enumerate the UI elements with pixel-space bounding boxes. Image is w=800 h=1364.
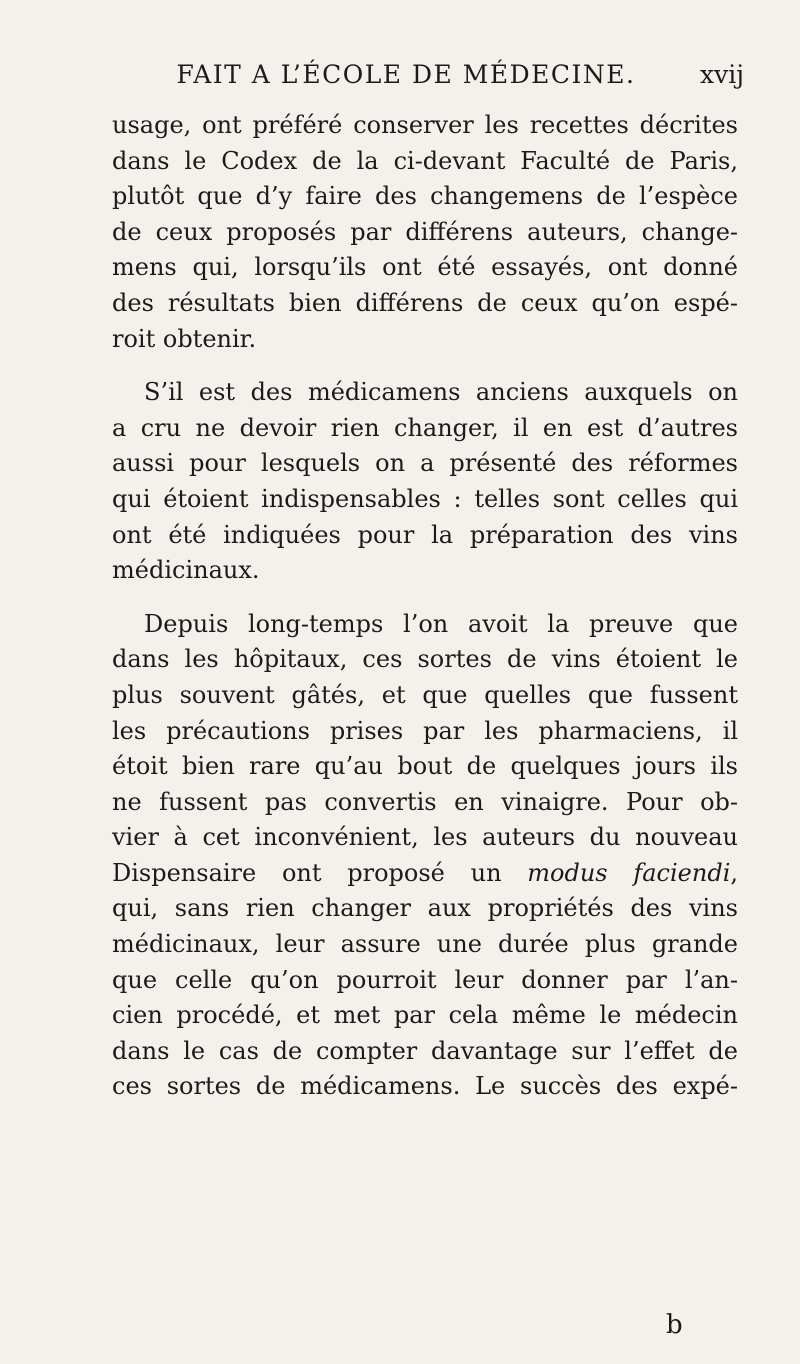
italic-phrase: modus faciendi	[527, 858, 731, 887]
text-line: Depuis long-temps l’on avoit la preuve que	[144, 609, 738, 638]
text-line: que celle qu’on pourroit leur donner par l’an-	[112, 965, 738, 994]
text-segment: Dispensaire ont proposé un	[112, 858, 502, 887]
text-line: qui étoient indispensables : telles sont celles qui	[112, 484, 738, 513]
text-line: des résultats bien différens de ceux qu’on espé-	[112, 288, 738, 317]
text-line: mens qui, lorsqu’ils ont été essayés, ont donné	[112, 253, 738, 282]
text-line: les précautions prises par les pharmaciens, il	[112, 716, 738, 745]
running-head-title: FAIT A L’ÉCOLE DE MÉDECINE.	[176, 60, 636, 89]
text-line: plus souvent gâtés, et que quelles que fussent	[112, 680, 738, 709]
text-line: qui, sans rien changer aux propriétés des vins	[112, 894, 738, 923]
paragraph-1	[112, 108, 738, 357]
text-line: aussi pour lesquels on a présenté des réformes	[112, 449, 738, 478]
text-line: a cru ne devoir rien changer, il en est d’autres	[112, 413, 738, 442]
text-line: ne fussent pas convertis en vinaigre. Pour ob-	[112, 787, 738, 816]
text-line: vier à cet inconvénient, les auteurs du nouveau	[112, 823, 738, 852]
text-line: médicinaux.	[112, 556, 260, 585]
page-number: xvij	[700, 60, 744, 89]
text-segment: ,	[730, 858, 739, 887]
text-line: S’il est des médicamens anciens auxquels on	[144, 378, 738, 407]
text-line: médicinaux, leur assure une durée plus grande	[112, 930, 738, 959]
text-line: usage, ont préféré conserver les recettes décrites	[112, 111, 738, 139]
paragraph-3	[112, 607, 738, 1105]
body-text	[112, 108, 738, 1105]
text-line: ont été indiquées pour la préparation des vins	[112, 520, 738, 549]
text-line: cien procédé, et met par cela même le médecin	[112, 1001, 738, 1030]
text-line: dans le Codex de la ci-devant Faculté de Paris,	[112, 146, 738, 175]
text-line: de ceux proposés par différens auteurs, change-	[112, 217, 738, 246]
text-line: dans les hôpitaux, ces sortes de vins étoient le	[112, 645, 738, 674]
text-line: ces sortes de médicamens. Le succès des expé-	[112, 1072, 738, 1101]
running-head	[106, 60, 744, 96]
text-line: plutôt que d’y faire des changemens de l’espèce	[112, 182, 738, 211]
text-line-with-italic	[112, 856, 738, 892]
paragraph-2	[112, 375, 738, 589]
signature-mark: b	[666, 1310, 683, 1340]
text-line: étoit bien rare qu’au bout de quelques jours ils	[112, 752, 738, 781]
text-line: dans le cas de compter davantage sur l’effet de	[112, 1036, 738, 1065]
text-line: roit obtenir.	[112, 324, 257, 353]
